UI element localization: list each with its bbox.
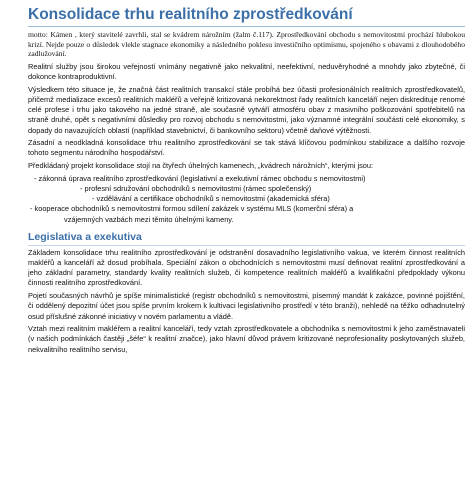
list-item: vzájemných vazbách mezi těmito úhelnými kameny. (64, 214, 234, 224)
paragraph: Základem konsolidace trhu realitního zprostředkování je odstranění dosavadního legislativního vakua, ve kterém činnost realitních makléřů a kanceláří až dosud probíhala. Speciální zákon o obchodnících s nemovitostmi musí definovat realitní zprostředkování a jeho základní parametry, standardy kvality realitních služeb, či kompetence realitních makléřů a kvalifikační předpoklady výkonu činnosti realitního zprostředkování. (28, 247, 465, 288)
list-item: - kooperace obchodníků s nemovitostmi formou sdílení zakázek v systému MLS (komerční sféra) a (30, 204, 354, 214)
paragraph: Pojetí současných návrhů je spíše minimalistické (registr obchodníků s nemovitostmi, písemný mandát k zakázce, povinné pojištění, či oddělený depozitní účet jsou spíše prvním krokem k kultivaci legislativního prostředí v této branži), nehledě na těžko odhadnutelný osud příslušné zákonné iniciativy v novém parlamentu a vládě. (28, 291, 465, 321)
list-item: - vzdělávání a certifikace obchodníků s nemovitostmi (akademická sféra) (92, 194, 330, 204)
paragraph: Realitní služby jsou širokou veřejností vnímány negativně jako nekvalitní, neefektivní, neduvěryhodné a mnohdy jako zbytečné, či dokonce kontraproduktivní. (28, 61, 465, 81)
cornerstone-list (28, 174, 465, 225)
list-item: - zákonná úprava realitního zprostředkování (legislativní a exekutivní rámec obchodu s nemovitostmi) (34, 173, 366, 183)
section-heading: Legislativa a exekutiva (28, 231, 465, 246)
list-item: - profesní sdružování obchodníků s nemovitostmi (rámec společenský) (80, 184, 312, 194)
paragraph: Výsledkem této situace je, že značná část realitních transakcí stále probíhá bez účasti profesionálních realitních zprostředkovatelů, přičemž medializace excesů realitních makléřů a veřejně kritizovaná nekorektnost řady realitních kanceláří nejen diskredituje renomé celé profese i trhu jako takového na jedné straně, ale současně vytváří atmosféru obav z masivního poškozování spotřebitelů na straně druhé, opět s negativními důsledky pro rozvoj obchodu s nemovitostmi, jako významné integrální součásti celé ekonomiky, s dopady do navazujících oblastí (například stavebnictví, či bankovního sektoru) včetně daňové výtěžnosti. (28, 84, 465, 135)
document-title: Konsolidace trhu realitního zprostředkování (28, 6, 465, 27)
paragraph: Vztah mezi realitním makléřem a realitní kanceláří, tedy vztah zprostředkovatele a obchodníka s nemovitostmi k jeho zaměstnavateli (v našich podmínkách častěji „šéfe“ k realitní značce), jako hlavní důvod právem kritizované neprofesionality poskytovaných služeb, nekvalitního realitního servisu, (28, 324, 465, 354)
motto-text: motto: Kámen , který stavitelé zavrhli, stal se kvádrem nárožním (žalm č.117). Zprostředkování obchodu s nemovitostmi prochází hlubokou krizí. Nejde pouze o důsledek vlekle stagnace ekonomiky a následného poklesu investičního optimismu, spojeného s obavami z dlouhodobého zadlužování. (28, 30, 465, 59)
paragraph: Předkládaný projekt konsolidace stojí na čtyřech úhelných kamenech, „kvádrech nárožních“, kterými jsou: (28, 161, 374, 171)
paragraph: Zásadní a neodkladná konsolidace trhu realitního zprostředkování se tak stává klíčovou podmínkou stabilizace a dalšího rozvoje tohoto segmentu národního hospodářství. (28, 138, 465, 158)
